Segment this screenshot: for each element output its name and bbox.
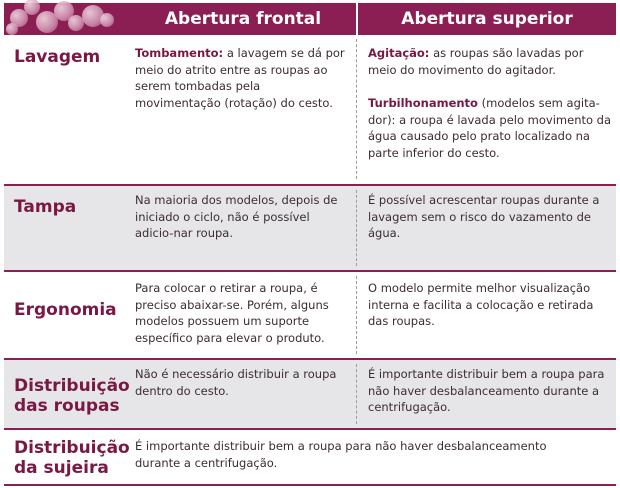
front-cell — [135, 45, 349, 111]
term-turbilhonamento: Turbilhonamento — [368, 96, 478, 110]
row-label: Lavagem — [14, 47, 101, 67]
row-label-line-1: Distribuição — [14, 438, 130, 458]
row-label — [14, 438, 130, 478]
term-agitacao: Agitação: — [368, 46, 430, 60]
top-cell: É importante distribuir bem a roupa para não haver desbalanceamento durante a centrifugação. — [368, 367, 605, 414]
row-ergonomia — [4, 272, 616, 360]
table-header — [4, 3, 616, 35]
row-label-line-2: das roupas — [14, 396, 120, 416]
header-front-opening: Abertura frontal — [164, 9, 322, 29]
row-label-line-1: Distribuição — [14, 376, 130, 396]
row-label — [14, 376, 130, 416]
row-label-line-2: da sujeira — [14, 458, 109, 478]
column-divider — [356, 190, 357, 266]
row-tampa — [4, 186, 616, 272]
top-cell-turbilhonamento — [368, 95, 612, 161]
top-cell: É possível acrescentar roupas durante a lavagem sem o risco do vazamento de água. — [368, 193, 600, 240]
top-cell-agitacao — [368, 45, 612, 78]
row-distribuicao-sujeira — [4, 430, 616, 486]
header-top-opening: Abertura superior — [401, 9, 573, 29]
column-divider — [356, 39, 357, 179]
top-cell: O modelo permite melhor visualização interna e facilita a colocação e retirada das roupas. — [368, 281, 594, 328]
column-divider — [356, 276, 357, 354]
row-label: Ergonomia — [14, 300, 117, 320]
front-cell: Na maioria dos modelos, depois de iniciado o ciclo, não é possível adicio-nar roupa. — [135, 193, 338, 240]
front-cell: Não é necessário distribuir a roupa dentro do cesto. — [135, 367, 337, 398]
column-divider — [356, 364, 357, 424]
front-cell: Para colocar o retirar a roupa, é preciso abaixar-se. Porém, alguns modelos possuem um suporte específico para elevar o produto. — [135, 281, 329, 345]
term-tombamento: Tombamento: — [135, 46, 224, 60]
row-label: Tampa — [14, 197, 77, 217]
top-text-2: (modelos sem agita-dor): a roupa é lavada pelo movimento da água causado pelo prato localizado na parte inferior do cesto. — [368, 96, 612, 160]
top-text-1: as roupas são lavadas por meio do movimento do agitador. — [368, 46, 584, 77]
span-cell: É importante distribuir bem a roupa para não haver desbalanceamento durante a centrifugação. — [135, 439, 547, 470]
front-text: a lavagem se dá por meio do atrito entre as roupas ao serem tombadas pela movimentação (rotação) do cesto. — [135, 46, 345, 110]
bubbles-decoration — [4, 3, 124, 35]
row-distribuicao-roupas — [4, 360, 616, 430]
row-lavagem — [4, 35, 616, 186]
